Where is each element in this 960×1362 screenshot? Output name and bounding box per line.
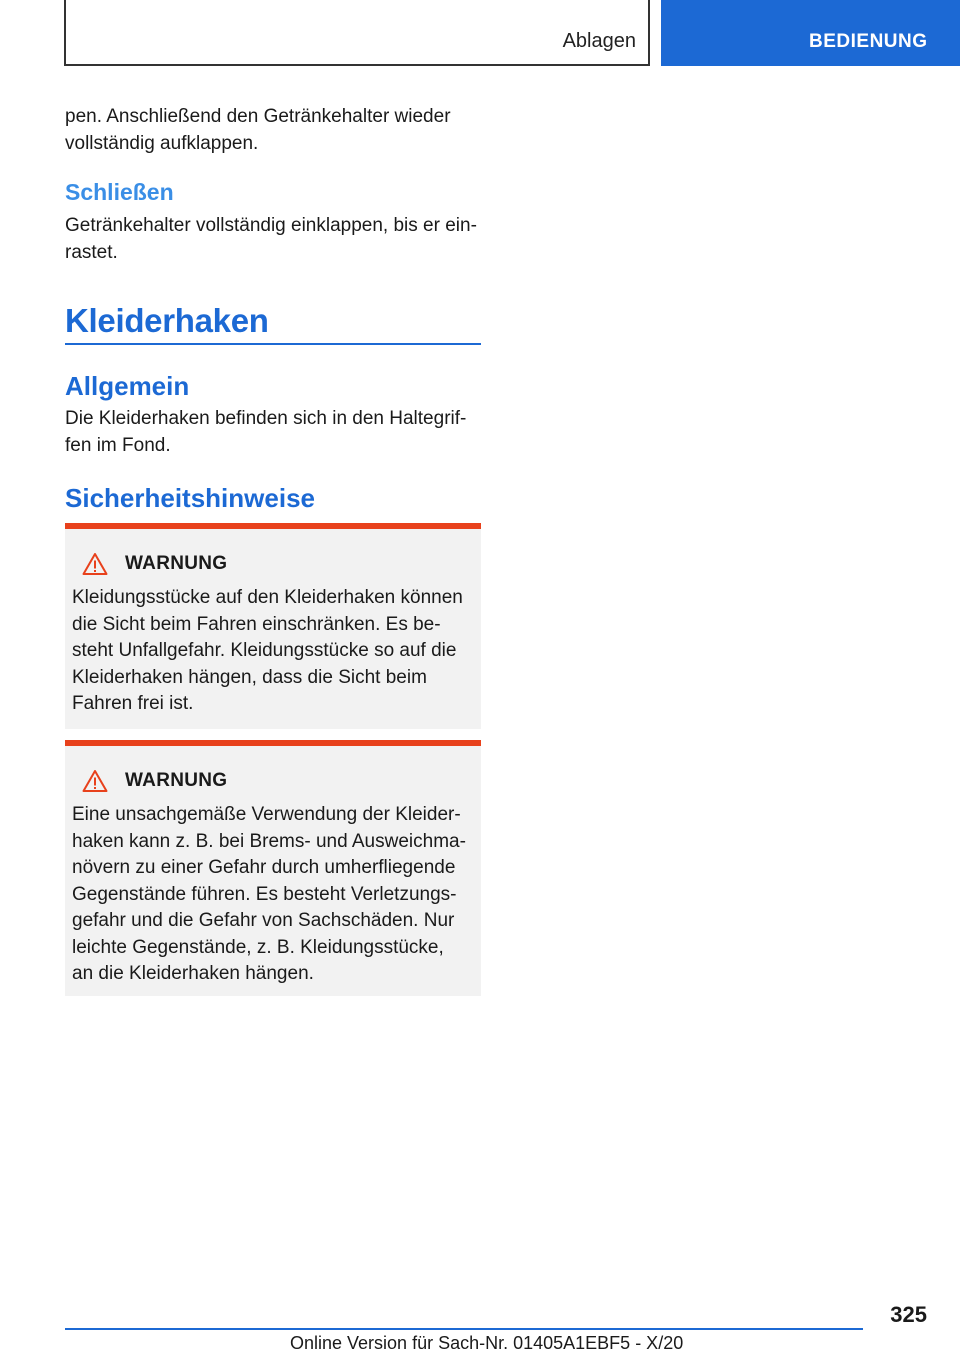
closing-heading: Schließen [65,179,174,205]
general-heading: Allgemein [65,371,190,401]
warning-title: WARNUNG [125,770,228,791]
header-chapter-tab[interactable] [661,0,960,66]
header-section-title: Ablagen [562,30,636,52]
warning-header [72,768,469,794]
footer-rule [65,1328,863,1330]
hooks-heading: Kleiderhaken [65,302,269,339]
warning-triangle-icon [82,769,108,793]
closing-paragraph: Getränkehalter vollständig einklappen, bis er einrastet. [65,215,477,263]
warning-text: Kleidungsstücke auf den Kleiderhaken können die Sicht beim Fahren einschränken. Es besteht Unfallgefahr. Kleidungsstücke so auf die Kleiderhaken hängen, dass die Sicht beim Fahren frei ist. [72,587,463,714]
warning-header [72,551,469,577]
page-number: 325 [890,1302,927,1327]
footer-version-text[interactable]: Online Version für Sach-Nr. 01405A1EBF5 - X/20 [290,1333,684,1353]
warning-box-1 [65,523,481,729]
warning-box-2 [65,740,481,996]
safety-heading: Sicherheitshinweise [65,483,315,513]
warning-text: Eine unsachgemäße Verwendung der Kleiderhaken kann z. B. bei Brems- und Ausweichmanövern zu einer Gefahr durch umherfliegende Gegenstände führen. Es besteht Verletzungsgefahr und die Gefahr von Sachschäden. Nur leichte Gegenstände, z. B. Kleidungsstücke, an die Kleiderhaken hängen. [72,804,466,984]
header-section-box [64,0,650,66]
warning-title: WARNUNG [125,553,228,574]
intro-paragraph: pen. Anschließend den Getränkehalter wieder vollständig aufklappen. [65,106,451,154]
hooks-heading-rule [65,343,481,345]
general-paragraph: Die Kleiderhaken befinden sich in den Haltegriffen im Fond. [65,408,467,456]
header-chapter-label: BEDIENUNG [809,31,928,52]
warning-triangle-icon [82,552,108,576]
